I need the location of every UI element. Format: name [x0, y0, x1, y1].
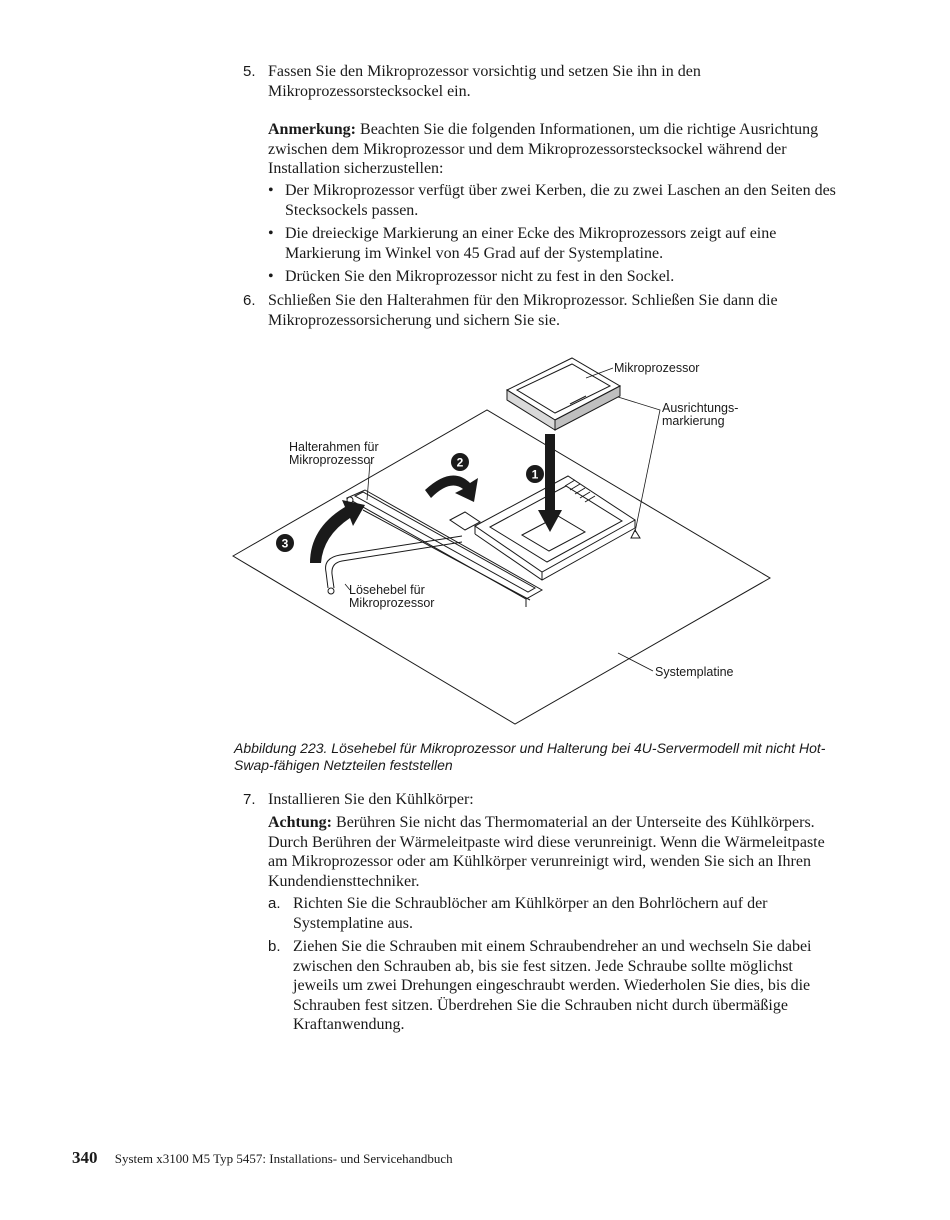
figure-cpu-installation: [230, 350, 780, 730]
label-alignment-mark: Ausrichtungs-: [662, 401, 739, 415]
bullet-text: Der Mikroprozessor verfügt über zwei Kerben, die zu zwei Laschen an den Seiten des Stecksockels passen.: [285, 182, 836, 219]
callout-3: [276, 534, 294, 552]
step-text: Installieren Sie den Kühlkörper:: [268, 791, 474, 808]
note-label: Anmerkung:: [268, 121, 357, 138]
svg-text:1: 1: [531, 467, 539, 482]
attention-label: Achtung:: [268, 814, 333, 831]
label-microprocessor: Mikroprozessor: [614, 361, 700, 375]
label-retention-frame: Mikroprozessor: [289, 453, 375, 467]
substep-letter: b.: [268, 938, 281, 955]
bullet-item: • Die dreieckige Markierung an einer Ecke des Mikroprozessors zeigt auf eine Markierung im Winkel von 45 Grad auf der Systemplatine.: [268, 224, 838, 263]
attention-paragraph: [268, 813, 838, 891]
label-alignment-mark: markierung: [662, 414, 725, 428]
step-6: [243, 291, 843, 330]
label-release-lever: Mikroprozessor: [349, 596, 435, 610]
svg-text:3: 3: [281, 536, 289, 551]
step-number: 6.: [243, 292, 256, 309]
substep-text: Ziehen Sie die Schrauben mit einem Schraubendreher an und wechseln Sie dabei zwischen den Schrauben ab, bis sie fest sitzen. Jede Schraube sollte möglichst jeweils um zwei Drehungen eingeschraubt werden. Wiederholen Sie dies, bis die Schrauben fest sitzen. Überdrehen Sie die Schrauben nicht durch übermäßige Kraftanwendung.: [293, 938, 812, 1033]
document-title: System x3100 M5 Typ 5457: Installations- und Servicehandbuch: [114, 1151, 453, 1166]
callout-1: [526, 465, 544, 483]
label-retention-frame: Halterahmen für: [289, 440, 379, 454]
step-number: 7.: [243, 791, 256, 808]
attention-text: Berühren Sie nicht das Thermomaterial an der Unterseite des Kühlkörpers. Durch Berühren der Wärmeleitpaste wird diese verunreinigt. Wenn die Wärmeleitpaste am Mikroprozessor oder am Kühlkörper verunreinigt wird, wenden Sie sich an Ihren Kundendiensttechniker.: [268, 814, 825, 890]
callout-2: [451, 453, 469, 471]
bullet-text: Drücken Sie den Mikroprozessor nicht zu fest in den Sockel.: [285, 268, 675, 285]
bullet-item: • Der Mikroprozessor verfügt über zwei Kerben, die zu zwei Laschen an den Seiten des Stecksockels passen.: [268, 181, 838, 220]
substep-text: Richten Sie die Schraublöcher am Kühlkörper an den Bohrlöchern auf der Systemplatine aus.: [293, 895, 768, 932]
step-5: [243, 62, 843, 101]
step-number: 5.: [243, 63, 256, 80]
bullet-item: • Drücken Sie den Mikroprozessor nicht zu fest in den Sockel.: [268, 267, 838, 287]
svg-text:2: 2: [456, 455, 464, 470]
step-text: Schließen Sie den Halterahmen für den Mikroprozessor. Schließen Sie dann die Mikroprozessorsicherung und sichern Sie sie.: [268, 292, 778, 329]
microprocessor: [507, 358, 620, 430]
substep-a: [268, 894, 838, 933]
label-release-lever: Lösehebel für: [349, 583, 425, 597]
page-number: 340: [72, 1148, 98, 1167]
bullet-text: Die dreieckige Markierung an einer Ecke des Mikroprozessors zeigt auf eine Markierung im Winkel von 45 Grad auf der Systemplatine.: [285, 225, 777, 262]
substep-letter: a.: [268, 895, 281, 912]
step-text: Fassen Sie den Mikroprozessor vorsichtig und setzen Sie ihn in den Mikroprozessorstecksockel ein.: [268, 63, 701, 100]
label-system-board: Systemplatine: [655, 665, 734, 679]
page-footer: [72, 1148, 453, 1168]
note-paragraph: [268, 120, 838, 179]
substep-b: [268, 937, 838, 1035]
note-text: Beachten Sie die folgenden Informationen, um die richtige Ausrichtung zwischen dem Mikroprozessor und dem Mikroprozessorstecksockel während der Installation sicherzustellen:: [268, 121, 819, 177]
step-7: [243, 790, 843, 810]
figure-caption: Abbildung 223. Lösehebel für Mikroprozessor und Halterung bei 4U-Servermodell mit nicht Hot-Swap-fähigen Netzteilen feststellen: [234, 740, 826, 773]
